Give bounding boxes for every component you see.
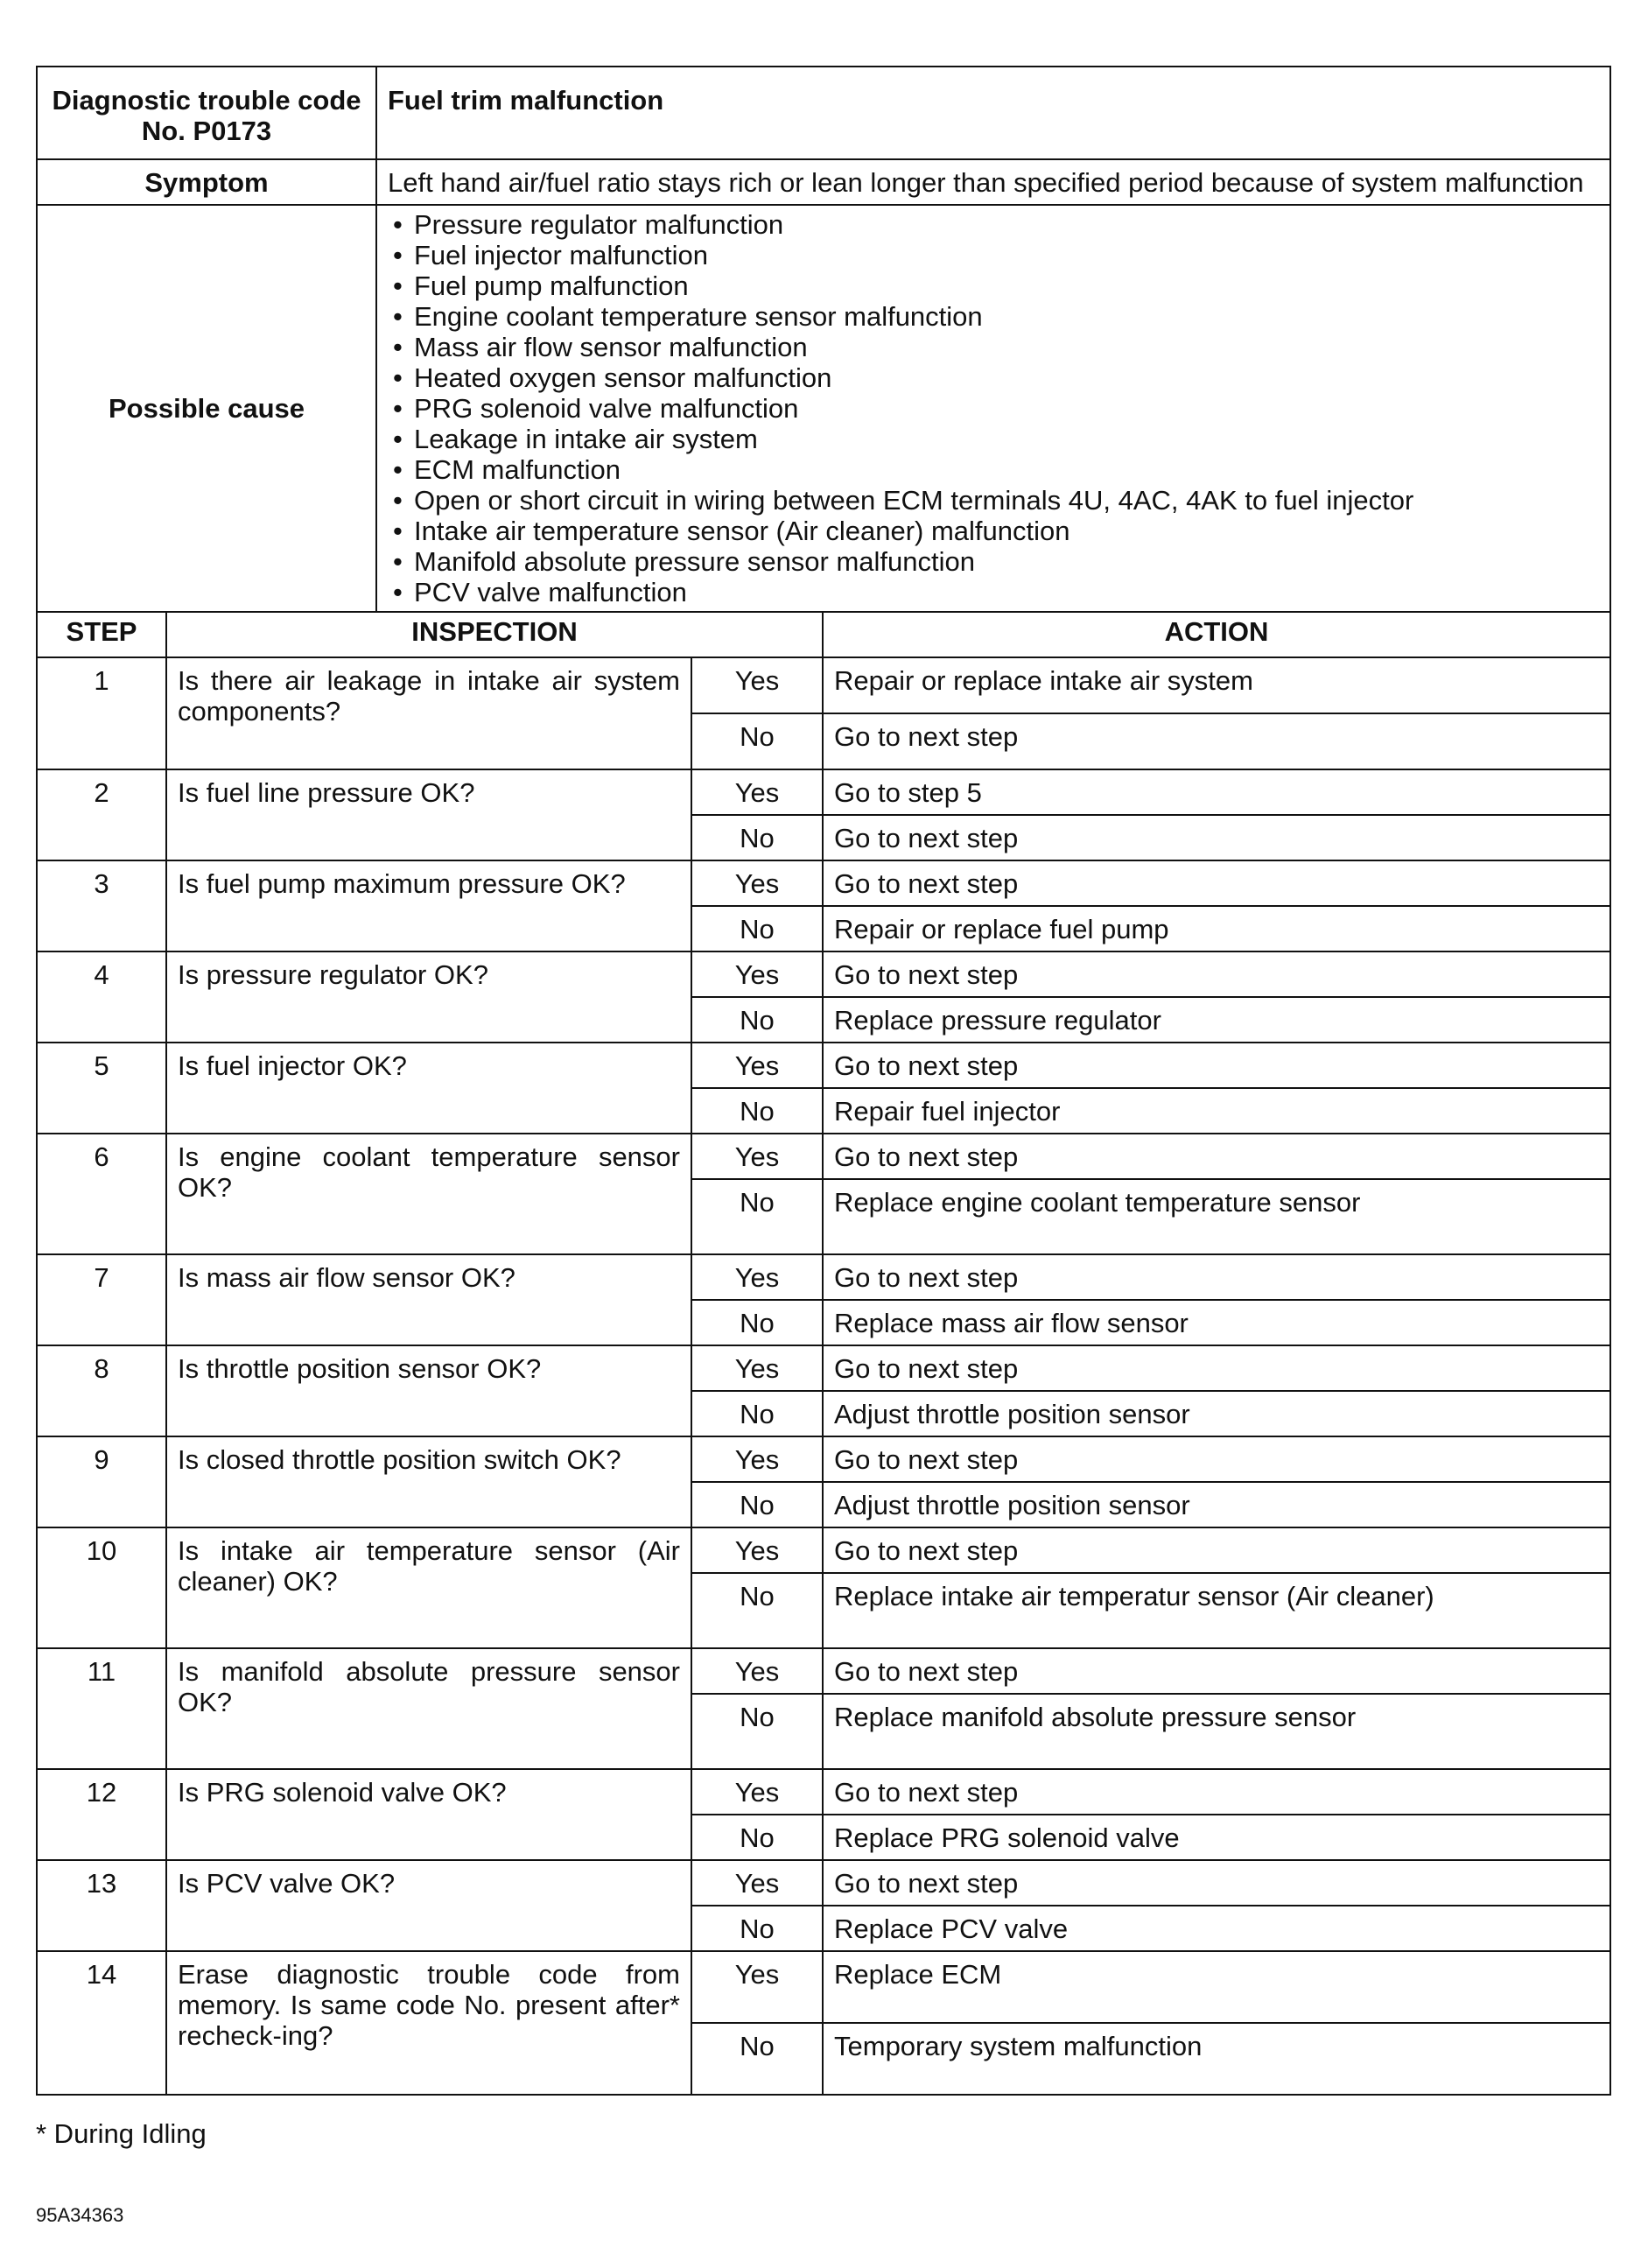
step-number: 10 <box>37 1527 166 1648</box>
no-label: No <box>691 1482 823 1527</box>
no-action: Go to next step <box>823 713 1610 769</box>
yes-label: Yes <box>691 1345 823 1391</box>
possible-cause-item: • Leakage in intake air system <box>388 424 1599 454</box>
step-number: 3 <box>37 860 166 951</box>
possible-cause-item: • Manifold absolute pressure sensor malfunction <box>388 546 1599 577</box>
step-row <box>37 1345 1610 1391</box>
yes-label: Yes <box>691 1254 823 1300</box>
step-inspection: Is manifold absolute pressure sensor OK? <box>166 1648 691 1769</box>
step-row <box>37 1436 1610 1482</box>
step-inspection: Is PRG solenoid valve OK? <box>166 1769 691 1860</box>
step-inspection: Is pressure regulator OK? <box>166 951 691 1043</box>
footnote: * During Idling <box>36 2118 207 2149</box>
step-row <box>37 1769 1610 1815</box>
step-inspection: Is engine coolant temperature sensor OK? <box>166 1134 691 1254</box>
figure-id: 95A34363 <box>36 2204 124 2226</box>
step-inspection: Is mass air flow sensor OK? <box>166 1254 691 1345</box>
no-action: Replace mass air flow sensor <box>823 1300 1610 1345</box>
yes-label: Yes <box>691 1769 823 1815</box>
possible-cause-cell <box>376 205 1610 612</box>
yes-action: Go to next step <box>823 1860 1610 1906</box>
step-row <box>37 951 1610 997</box>
column-header-action: ACTION <box>823 612 1610 657</box>
no-label: No <box>691 906 823 951</box>
step-number: 6 <box>37 1134 166 1254</box>
possible-cause-label: Possible cause <box>37 205 376 612</box>
possible-cause-item: • PRG solenoid valve malfunction <box>388 393 1599 424</box>
no-label: No <box>691 815 823 860</box>
yes-action: Go to next step <box>823 1043 1610 1088</box>
possible-cause-item: • Pressure regulator malfunction <box>388 209 1599 240</box>
no-label: No <box>691 1573 823 1648</box>
yes-label: Yes <box>691 1860 823 1906</box>
yes-action: Replace ECM <box>823 1951 1610 2023</box>
step-number: 8 <box>37 1345 166 1436</box>
dtc-header-table <box>36 66 1611 613</box>
diagnostic-sheet <box>36 66 1611 2096</box>
steps-body <box>37 657 1610 2095</box>
no-action: Repair or replace fuel pump <box>823 906 1610 951</box>
yes-label: Yes <box>691 951 823 997</box>
possible-cause-item: • Mass air flow sensor malfunction <box>388 332 1599 362</box>
no-label: No <box>691 1694 823 1769</box>
yes-action: Go to next step <box>823 1254 1610 1300</box>
no-label: No <box>691 1088 823 1134</box>
step-number: 11 <box>37 1648 166 1769</box>
possible-cause-item: • Intake air temperature sensor (Air cleaner) malfunction <box>388 516 1599 546</box>
step-number: 13 <box>37 1860 166 1951</box>
yes-label: Yes <box>691 657 823 713</box>
step-number: 5 <box>37 1043 166 1134</box>
yes-action: Go to next step <box>823 1345 1610 1391</box>
symptom-value: Left hand air/fuel ratio stays rich or lean longer than specified period because of system malfunction <box>376 159 1610 205</box>
step-number: 2 <box>37 769 166 860</box>
possible-cause-item: • PCV valve malfunction <box>388 577 1599 607</box>
yes-action: Go to next step <box>823 1436 1610 1482</box>
no-action: Replace engine coolant temperature sensor <box>823 1179 1610 1254</box>
no-action: Replace intake air temperatur sensor (Air cleaner) <box>823 1573 1610 1648</box>
yes-label: Yes <box>691 769 823 815</box>
no-action: Temporary system malfunction <box>823 2023 1610 2095</box>
possible-cause-item: • Fuel injector malfunction <box>388 240 1599 270</box>
step-row <box>37 769 1610 815</box>
column-header-step: STEP <box>37 612 166 657</box>
possible-cause-item: • Heated oxygen sensor malfunction <box>388 362 1599 393</box>
no-label: No <box>691 1391 823 1436</box>
step-inspection: Is closed throttle position switch OK? <box>166 1436 691 1527</box>
dtc-label: Diagnostic trouble code No. P0173 <box>37 67 376 159</box>
possible-cause-list <box>388 206 1599 611</box>
step-inspection: Is intake air temperature sensor (Air cleaner) OK? <box>166 1527 691 1648</box>
no-action: Replace PCV valve <box>823 1906 1610 1951</box>
yes-label: Yes <box>691 860 823 906</box>
yes-label: Yes <box>691 1951 823 2023</box>
step-row <box>37 1254 1610 1300</box>
step-inspection: Is fuel injector OK? <box>166 1043 691 1134</box>
step-number: 7 <box>37 1254 166 1345</box>
no-label: No <box>691 713 823 769</box>
step-row <box>37 1043 1610 1088</box>
step-row <box>37 1134 1610 1179</box>
no-action: Replace pressure regulator <box>823 997 1610 1043</box>
step-row <box>37 1951 1610 2023</box>
dtc-value: Fuel trim malfunction <box>376 67 1610 159</box>
symptom-label: Symptom <box>37 159 376 205</box>
step-inspection: Is fuel line pressure OK? <box>166 769 691 860</box>
step-row <box>37 860 1610 906</box>
step-number: 4 <box>37 951 166 1043</box>
yes-action: Go to next step <box>823 1134 1610 1179</box>
no-label: No <box>691 1300 823 1345</box>
step-number: 9 <box>37 1436 166 1527</box>
no-action: Go to next step <box>823 815 1610 860</box>
no-label: No <box>691 997 823 1043</box>
yes-label: Yes <box>691 1134 823 1179</box>
steps-table <box>36 611 1611 2096</box>
yes-action: Repair or replace intake air system <box>823 657 1610 713</box>
possible-cause-item: • Open or short circuit in wiring between ECM terminals 4U, 4AC, 4AK to fuel injector <box>388 485 1599 516</box>
possible-cause-item: • Fuel pump malfunction <box>388 270 1599 301</box>
yes-action: Go to next step <box>823 951 1610 997</box>
no-label: No <box>691 1815 823 1860</box>
yes-action: Go to next step <box>823 1769 1610 1815</box>
step-number: 1 <box>37 657 166 769</box>
no-action: Repair fuel injector <box>823 1088 1610 1134</box>
possible-cause-item: • Engine coolant temperature sensor malfunction <box>388 301 1599 332</box>
step-inspection: Is throttle position sensor OK? <box>166 1345 691 1436</box>
yes-action: Go to next step <box>823 1648 1610 1694</box>
yes-action: Go to next step <box>823 1527 1610 1573</box>
step-inspection: Erase diagnostic trouble code from memory. Is same code No. present after* recheck-ing? <box>166 1951 691 2095</box>
no-action: Adjust throttle position sensor <box>823 1482 1610 1527</box>
step-row <box>37 1527 1610 1573</box>
no-label: No <box>691 1906 823 1951</box>
yes-label: Yes <box>691 1527 823 1573</box>
yes-action: Go to step 5 <box>823 769 1610 815</box>
no-label: No <box>691 1179 823 1254</box>
no-label: No <box>691 2023 823 2095</box>
possible-cause-item: • ECM malfunction <box>388 454 1599 485</box>
yes-label: Yes <box>691 1436 823 1482</box>
step-row <box>37 1648 1610 1694</box>
step-number: 12 <box>37 1769 166 1860</box>
yes-action: Go to next step <box>823 860 1610 906</box>
step-inspection: Is fuel pump maximum pressure OK? <box>166 860 691 951</box>
no-action: Replace manifold absolute pressure sensor <box>823 1694 1610 1769</box>
column-header-inspection: INSPECTION <box>166 612 823 657</box>
step-row <box>37 657 1610 713</box>
step-number: 14 <box>37 1951 166 2095</box>
step-row <box>37 1860 1610 1906</box>
yes-label: Yes <box>691 1648 823 1694</box>
yes-label: Yes <box>691 1043 823 1088</box>
no-action: Replace PRG solenoid valve <box>823 1815 1610 1860</box>
no-action: Adjust throttle position sensor <box>823 1391 1610 1436</box>
step-inspection: Is there air leakage in intake air system components? <box>166 657 691 769</box>
step-inspection: Is PCV valve OK? <box>166 1860 691 1951</box>
